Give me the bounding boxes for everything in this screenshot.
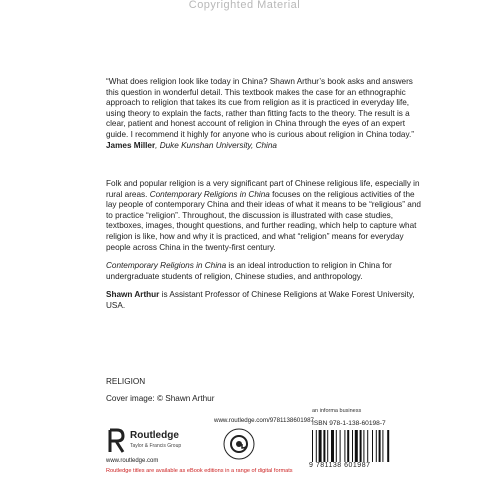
publisher-url: www.routledge.com: [106, 458, 159, 464]
quote-author: James Miller: [106, 140, 156, 150]
routledge-logo-icon: [106, 428, 126, 454]
intro-rest: is an ideal introduction to religion in China for undergraduate students of religion, Chinese studies, and anthropology.: [106, 261, 392, 281]
ebook-note: Routledge titles are available as eBook editions in a range of digital formats: [106, 468, 293, 474]
endorsement-quote: [106, 77, 426, 151]
publisher-logo-text: Routledge: [130, 430, 179, 441]
watermark: Copyrighted Material: [188, 0, 301, 11]
informa-tagline: an informa business: [312, 408, 362, 414]
desc-part-2: focuses on the religious activities of the lay people of contemporary China and their ideas of what it means to be “religious” and to practice “religion”. Throughout, the discussion is illustrated with case studies, textboxes, images, thought questions, and further reading, which help to capture what religion is like, how and why it is practiced, and what “religion” means for everyday people across China in the twenty-first century.: [106, 189, 421, 252]
desc-book-title: Contemporary Religions in China: [149, 189, 270, 199]
author-bio: [106, 290, 426, 311]
companion-website-icon: [223, 428, 255, 460]
book-intro: [106, 261, 426, 282]
quote-text: “What does religion look like today in China? Shawn Arthur’s book asks and answers this question in wonderful detail. This textbook makes the case for an ethnographic approach to religion that takes its cue from religion as it is practiced in everyday life, using theory to explain the facts, rather than fitting facts to the theory. The result is a clear, patient and honest account of religion in China through the eyes of an expert guide. I recommend it highly for anyone who is curious about religion in China today.”: [106, 77, 414, 139]
quote-affiliation: , Duke Kunshan University, China: [155, 140, 277, 150]
barcode-numbers: 9 781138 601987: [309, 462, 371, 469]
isbn-label: ISBN 978-1-138-60198-7: [312, 420, 386, 427]
publisher-logo-sub: Taylor & Francis Group: [130, 443, 182, 449]
intro-book-title: Contemporary Religions in China: [106, 261, 227, 270]
barcode-icon: [312, 430, 406, 462]
book-url: www.routledge.com/9781138601987: [214, 417, 314, 424]
author-name: Shawn Arthur: [106, 290, 160, 299]
quote-attribution: [106, 141, 426, 152]
subject-category: RELIGION: [106, 377, 146, 386]
book-description: [106, 179, 426, 253]
author-rest: is Assistant Professor of Chinese Religions at Wake Forest University, USA.: [106, 290, 415, 310]
cover-credit: Cover image: © Shawn Arthur: [106, 394, 215, 403]
desc-part-1: Folk and popular religion is a very significant part of Chinese religious life, especially in rural areas.: [106, 179, 420, 199]
